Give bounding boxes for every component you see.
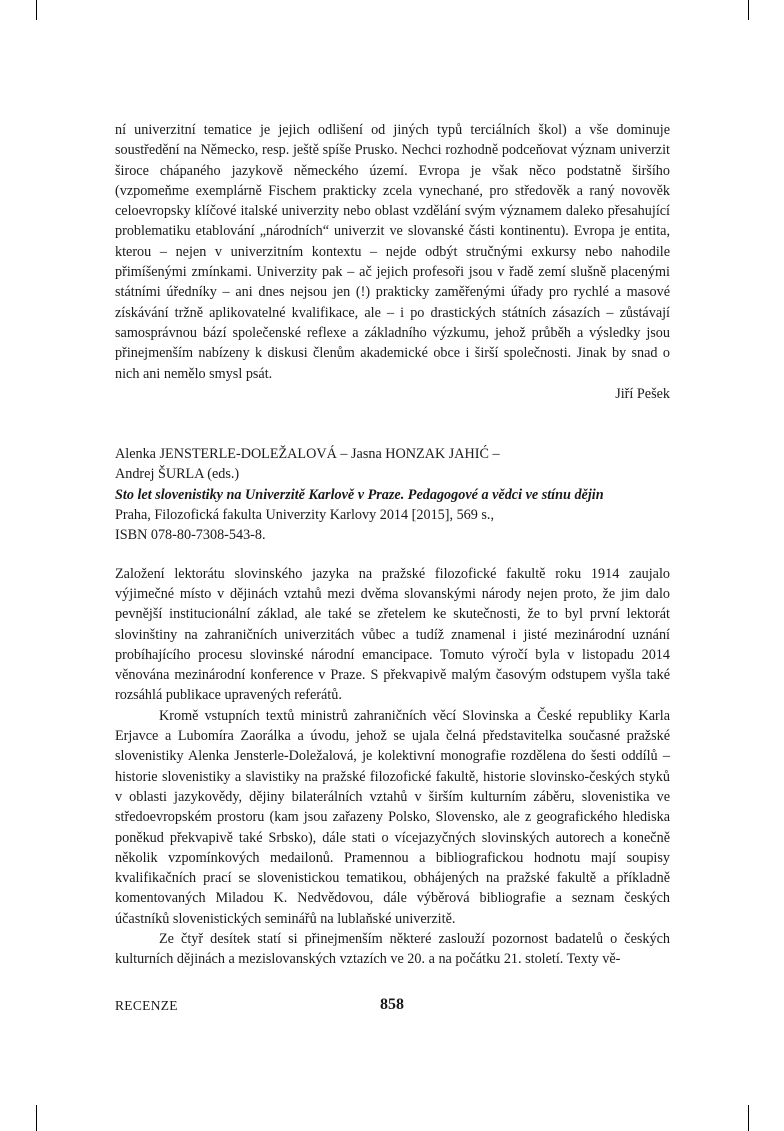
review-header <box>115 444 670 545</box>
review-body <box>115 564 670 970</box>
review-paragraph-3: Ze čtyř desítek statí si přinejmenším některé zaslouží pozornost badatelů o českých kulturních dějinách a mezislovanských vztazích ve 20. a na počátku 21. století. Texty vě- <box>115 930 670 968</box>
review-paragraph-2: Kromě vstupních textů ministrů zahraničních věcí Slovinska a České republiky Karla Erjavce a Lubomíra Zaorálka a úvodu, jehož se ujala čelná představitelka současné pražské slovenistiky Alenka Jensterle-Doležalová, je kolektivní monografie rozdělena do šesti oddílů – historie slovenistiky a slavistiky na pražské filozofické fakultě, historie slovinsko-českých styků v oblasti jazykovědy, dějiny bilaterálních vztahů v širším kulturním záběru, slovenistika ve středoevropském prostoru (kam jsou zařazeny Polsko, Slovensko, ale z geografického hlediska poněkud překvapivě také Srbsko), dále stati o vícejazyčných slovinských autorech a konečně několik vzpomínkových medailonů. Pramennou a bibliografickou hodnotu mají soupisy kvalifikačních prací se slovenistickou tematikou, obhájených na pražské fakultě a příkladně komentovaných Miladou K. Nedvědovou, dále výběrová bibliografie a seznam českých účastníků slovenistických seminářů na lublaňské univerzitě. <box>115 707 670 927</box>
review-paragraph-1: Založení lektorátu slovinského jazyka na pražské filozofické fakultě roku 1914 zaujalo výjimečné místo v dějinách vztahů mezi dvěma slovanskými národy nejen proto, že jim dalo pevnější institucionální základ, ale také se zřetelem ke skutečnosti, že to byl první lektorát slovinštiny na zahraničních univerzitách vůbec a tudíž znamenal i jisté mezinárodní uznání probíhajícího procesu slovinské národní emancipace. Tomuto výročí byla v listopadu 2014 věnována mezinárodní konference v Praze. S překvapivě malým časovým odstupem vyšla také rozsáhlá publikace upravených referátů. <box>115 565 670 704</box>
review-authors-line2: Andrej ŠURLA (eds.) <box>115 466 240 483</box>
footer-section-label: RECENZE <box>115 998 178 1013</box>
crop-mark-bottom-left <box>36 1105 37 1131</box>
crop-mark-top-left <box>36 0 37 20</box>
page-body <box>115 120 670 970</box>
book-isbn: ISBN 078-80-7308-543-8. <box>115 527 266 544</box>
page-footer <box>115 996 670 1020</box>
continuation-paragraph: ní univerzitní tematice je jejich odlišení od jiných typů terciálních škol) a vše dominuje soustředění na Německo, resp. ještě spíše Prusko. Nechci rozhodně podceňovat význam univerzit široce chápaného jazykově německého území. Evropa je však něco podstatně širšího (vzpomeňme exemplárně Fischem prakticky zcela vynechané, pro středověk a raný novověk celoevropsky klíčové italské univerzity nebo oblast vzdělání svým významem daleko přesahující problematiku etablování „národních“ univerzit ve slovanské části kontinentu). Evropa je entita, kterou – nejen v univerzitním kontextu – nejde odbýt stručnými exkursy nebo nahodile přimíšenými zmínkami. Univerzity pak – ač jejich profesoři jsou v řadě zemí slušně placenými státními úředníky – ani dnes nejsou jen (!) prakticky zaměřenými úřady pro rychlé a masové získávání tržně aplikovatelné kvalifikace, ale – i po drastických státních zásazích – zůstávají samosprávnou bází společenské reflexe a základního výzkumu, jehož průběh a výsledky jsou přinejmenším nabízeny k diskusi členům akademické obce i širší společnosti. Jinak by snad o nich ani nemělo smysl psát. <box>115 122 670 382</box>
review-authors-line1: Alenka JENSTERLE-DOLEŽALOVÁ – Jasna HONZAK JAHIĆ – <box>115 446 500 463</box>
crop-mark-bottom-right <box>748 1105 749 1131</box>
page-number: 858 <box>380 996 404 1013</box>
book-title: Sto let slovenistiky na Univerzitě Karlově v Praze. Pedagogové a vědci ve stínu dějin <box>115 486 604 503</box>
crop-mark-top-right <box>748 0 749 20</box>
review-signature: Jiří Pešek <box>615 385 670 402</box>
book-publication: Praha, Filozofická fakulta Univerzity Karlovy 2014 [2015], 569 s., <box>115 507 495 524</box>
